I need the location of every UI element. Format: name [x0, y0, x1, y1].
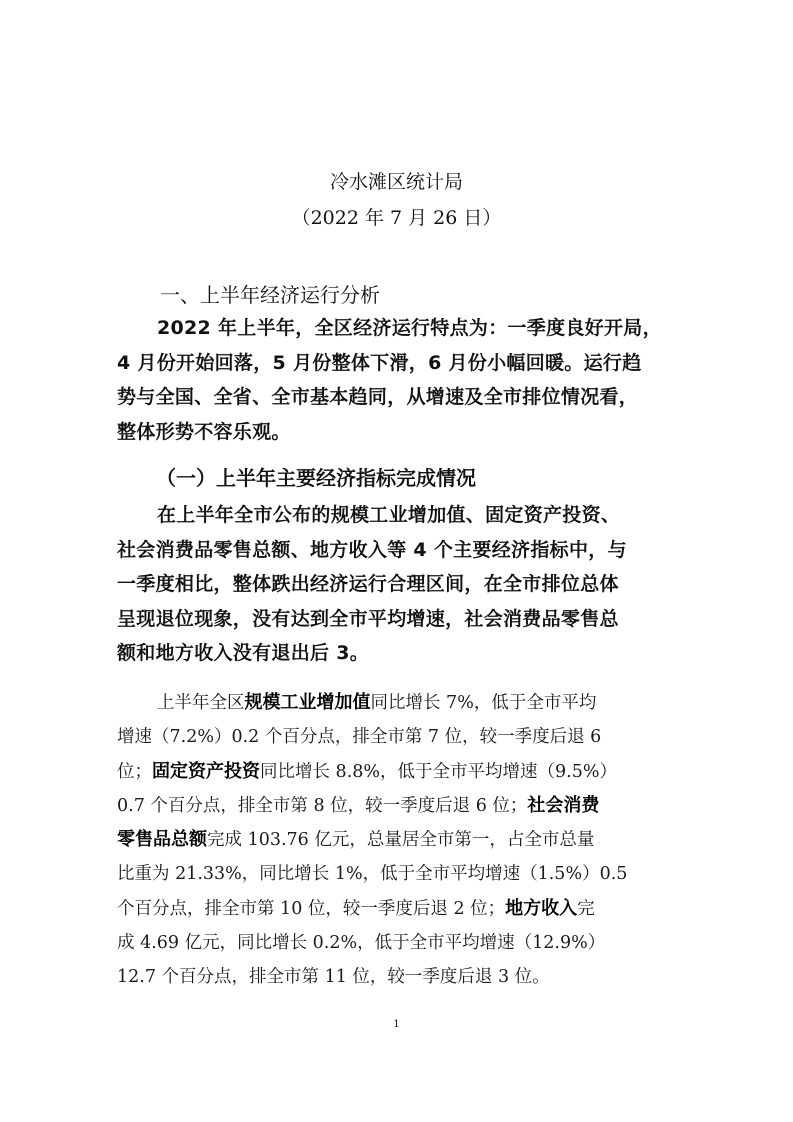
detail-line: 12.7 个百分点，排全市第 11 位，较一季度后退 3 位。	[117, 967, 550, 988]
intro-paragraph	[117, 498, 697, 671]
detail-line	[117, 789, 697, 823]
detail-text: 位；	[117, 761, 152, 782]
intro-line: 一季度相比，整体跌出经济运行合理区间，在全市排位总体	[117, 573, 619, 595]
indicator-keyword: 零售品总额	[117, 829, 207, 851]
summary-line: 势与全国、全省、全市基本趋同，从增速及全市排位情况看，	[117, 386, 639, 408]
detail-line	[117, 686, 697, 720]
detail-paragraph	[117, 686, 697, 995]
detail-text: 同比增长 7%，低于全市平均	[370, 693, 597, 713]
intro-line: 额和地方收入没有退出后 3。	[117, 642, 370, 664]
detail-text: 上半年全区	[157, 693, 245, 713]
detail-line	[117, 755, 697, 789]
intro-line: 社会消费品零售总额、地方收入等 4 个主要经济指标中，与	[117, 538, 627, 561]
section-heading: 一、上半年经济运行分析	[160, 283, 380, 307]
indicator-keyword: 社会消费	[527, 794, 600, 816]
indicator-keyword: 规模工业增加值	[244, 692, 371, 713]
intro-line: 呈现退位现象，没有达到全市平均增速，社会消费品零售总	[117, 607, 619, 630]
issue-date: （2022 年 7 月 26 日）	[291, 207, 502, 229]
detail-line: 成 4.69 亿元，同比增长 0.2%，低于全市平均增速（12.9%）	[117, 933, 606, 954]
detail-text: 个百分点，排全市第 10 位，较一季度后退 2 位；	[117, 898, 506, 919]
summary-line: 2022 年上半年，全区经济运行特点为：一季度良好开局，	[157, 317, 662, 339]
summary-line: 整体形势不容乐观。	[117, 420, 291, 443]
summary-paragraph	[117, 311, 697, 449]
detail-text: 0.7 个百分点，排全市第 8 位，较一季度后退 6 位；	[117, 795, 528, 816]
indicator-keyword: 地方收入	[505, 897, 578, 919]
detail-line: 增速（7.2%）0.2 个百分点，排全市第 7 位，较一季度后退 6	[117, 727, 602, 748]
issuer-name: 冷水滩区统计局	[329, 171, 463, 193]
detail-text: 完成 103.76 亿元，总量居全市第一，占全市总量	[207, 830, 595, 851]
subsection-heading: （一）上半年主要经济指标完成情况	[156, 466, 476, 490]
intro-line: 在上半年全市公布的规模工业增加值、固定资产投资、	[157, 504, 621, 526]
detail-text: 同比增长 8.8%，低于全市平均增速（9.5%）	[260, 761, 617, 782]
detail-text: 完	[577, 898, 595, 919]
detail-line: 比重为 21.33%，同比增长 1%，低于全市平均增速（1.5%）0.5	[117, 864, 628, 885]
page-number: 1	[393, 1019, 400, 1030]
indicator-keyword: 固定资产投资	[152, 760, 260, 782]
detail-line	[117, 823, 697, 857]
summary-line: 4 月份开始回落，5 月份整体下滑，6 月份小幅回暖。运行趋	[117, 351, 642, 374]
detail-line	[117, 892, 697, 926]
